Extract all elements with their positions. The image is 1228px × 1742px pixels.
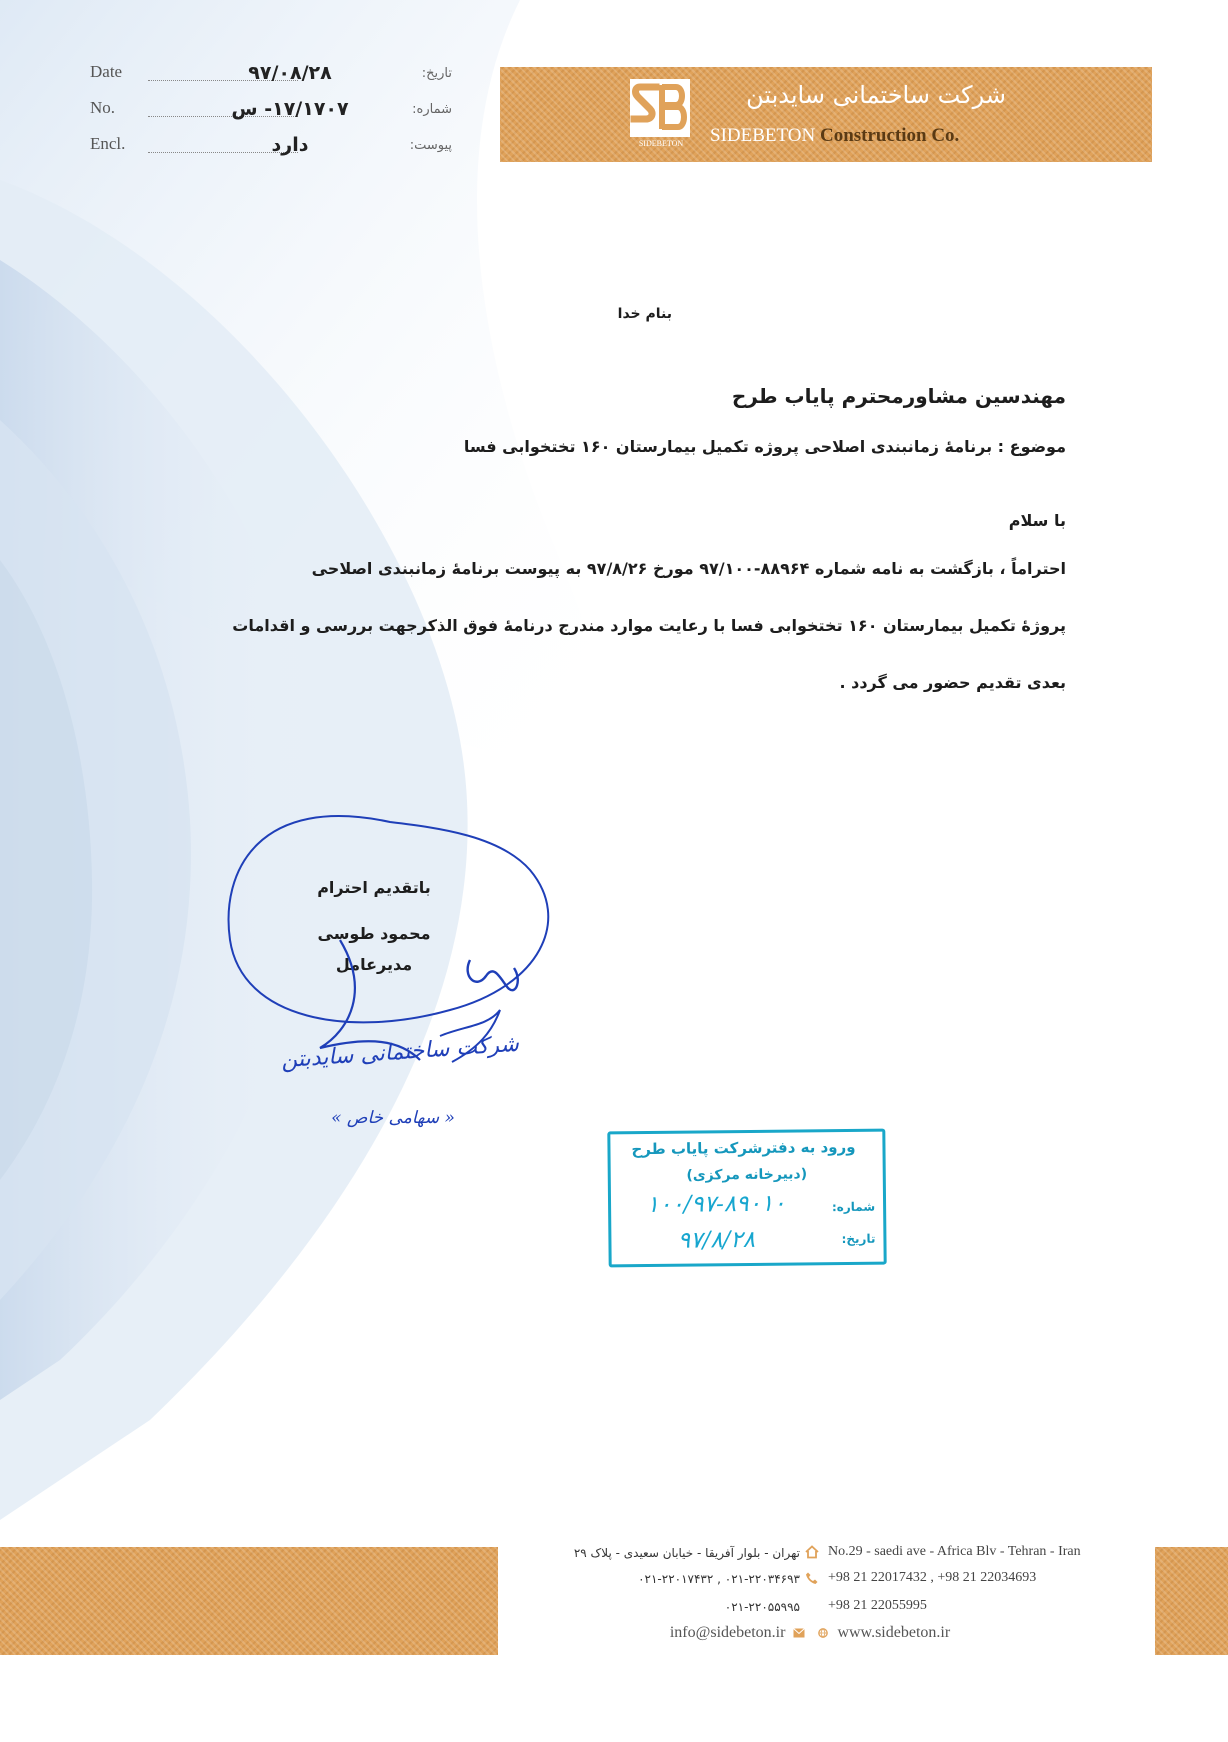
letter-paragraph (206, 540, 1066, 711)
email-icon (793, 1628, 805, 1638)
company-name-en (710, 125, 1070, 147)
basmala: بنام خدا (617, 306, 672, 322)
closing-phrase: باتقدیم احترام (317, 878, 431, 897)
footer-band-left (0, 1547, 498, 1655)
phone-icon (805, 1571, 819, 1585)
number-value: ۱۷/۱۷۰۷- س (231, 98, 349, 120)
addressee: مهندسین مشاورمحترم پایاب طرح (731, 384, 1066, 408)
paragraph-line: پروژۀ تکمیل بیمارستان ۱۶۰ تختخوابی فسا با رعایت موارد مندرج درنامۀ فوق الذکرجهت بررسی و اقدامات (232, 616, 1066, 635)
number-label-fa: شماره: (412, 102, 452, 117)
footer-phones-en: +98 21 22017432 , +98 21 22034693 (828, 1570, 1037, 1585)
stamp-number-value: ۱۰۰/۹۷-۸۹۰۱۰ (646, 1190, 786, 1219)
seal-company-type: « سهامی خاص » (331, 1108, 455, 1128)
date-row (90, 62, 452, 90)
stamp-title: ورود به دفترشرکت پایاب طرح (631, 1137, 856, 1159)
footer-address-fa: تهران - بلوار آفریقا - خیابان سعیدی - پلاک ۲۹ (573, 1546, 800, 1560)
footer-fax-en: +98 21 22055995 (828, 1598, 927, 1613)
footer-email[interactable]: info@sidebeton.ir (669, 1624, 786, 1641)
receipt-stamp (607, 1129, 886, 1268)
number-row (90, 98, 452, 126)
company-name-fa: شرکت ساختمانی سایدبتن (746, 81, 1006, 109)
enclosure-row (90, 134, 452, 162)
stamp-date-value: ۹۷/۸/۲۸ (677, 1226, 756, 1254)
web-icon (817, 1628, 829, 1638)
footer-phones-fa: ۰۲۱-۲۲۰۳۴۶۹۳ , ۰۲۱-۲۲۰۱۷۴۳۲ (638, 1572, 800, 1586)
footer-fax-fa: ۰۲۱-۲۲۰۵۵۹۹۵ (724, 1600, 800, 1614)
enclosure-label-en: Encl. (90, 134, 126, 153)
footer-address-en: No.29 - saedi ave - Africa Blv - Tehran - Iran (828, 1544, 1081, 1559)
company-header-band (500, 67, 1152, 162)
footer-contact (640, 1624, 980, 1642)
date-label-fa: تاریخ: (421, 66, 452, 81)
company-suffix-en: Construction Co. (819, 125, 960, 146)
footer-website[interactable]: www.sidebeton.ir (837, 1624, 951, 1641)
enclosure-value: دارد (271, 134, 309, 156)
home-icon (805, 1545, 819, 1559)
enclosure-label-fa: پیوست: (409, 138, 452, 153)
logo-caption: SIDEBETON (638, 139, 684, 148)
company-brand-en: SIDEBETON (710, 125, 816, 146)
stamp-date-label: تاریخ: (841, 1231, 876, 1247)
sb-logo-icon (630, 79, 690, 137)
greeting: با سلام (1008, 511, 1066, 530)
number-label-en: No. (90, 98, 116, 117)
stamp-subtitle: (دبیرخانه مرکزی) (686, 1166, 808, 1184)
footer-band-right (1155, 1547, 1228, 1655)
date-value: ۹۷/۰۸/۲۸ (248, 62, 332, 84)
signer-name: محمود طوسی (317, 924, 431, 943)
subject-line: موضوع : برنامۀ زمانبندی اصلاحی پروژه تکمیل بیمارستان ۱۶۰ تختخوابی فسا (463, 437, 1066, 456)
paragraph-line: بعدی تقدیم حضور می گردد . (839, 673, 1066, 692)
signer-title: مدیرعامل (335, 955, 413, 974)
date-label-en: Date (90, 62, 123, 81)
paragraph-line: احتراماً ، بازگشت به نامه شماره ۸۸۹۶۴-۹۷/۱۰۰ مورخ ۹۷/۸/۲۶ به پیوست برنامۀ زمانبندی اصلاحی (311, 559, 1066, 578)
company-logo (630, 79, 690, 137)
letter-meta (90, 62, 452, 170)
stamp-number-label: شماره: (831, 1199, 876, 1215)
seal-company-name: شرکت ساختمانی سایدبتن (280, 1031, 520, 1074)
signature-scribble (200, 800, 580, 1160)
